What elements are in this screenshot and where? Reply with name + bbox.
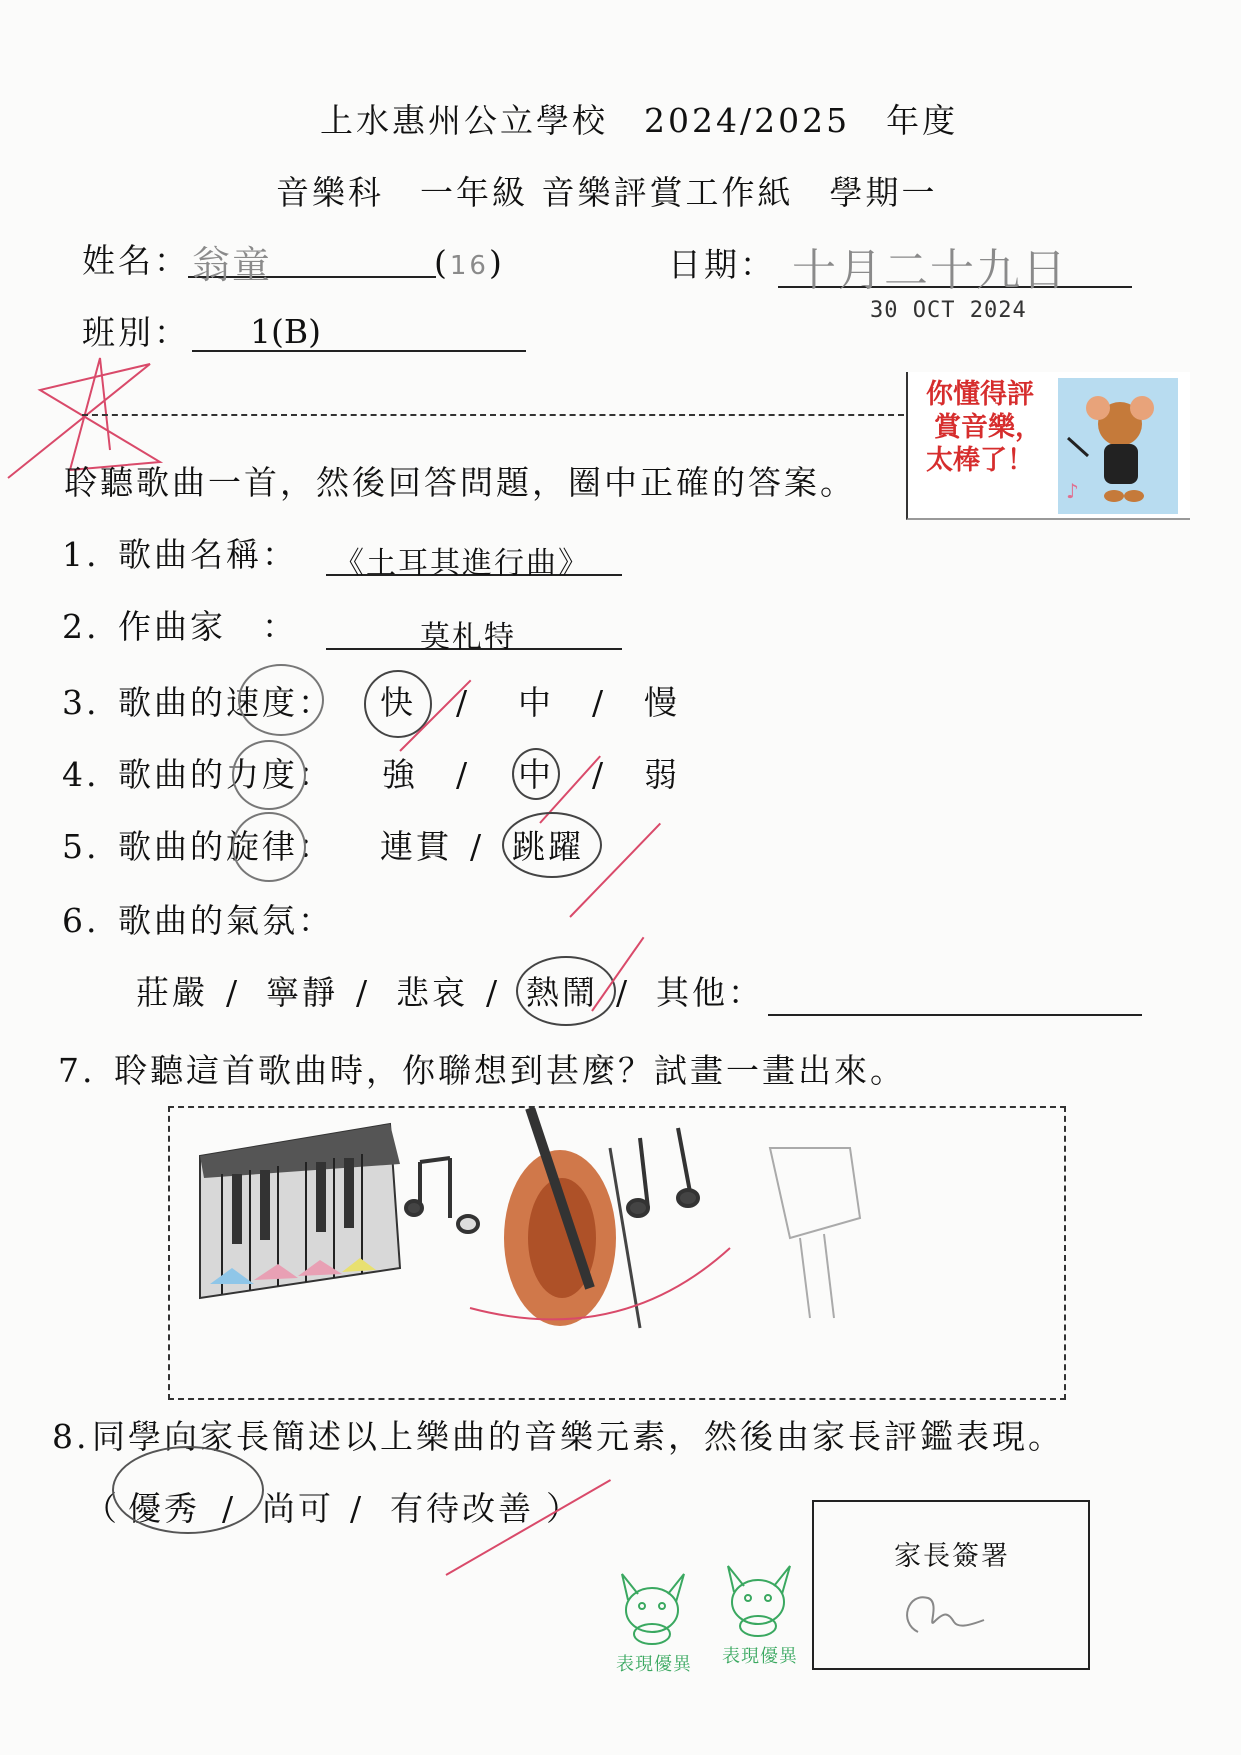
- q3-separator-1: /: [456, 683, 471, 722]
- name-value: 翁童: [192, 243, 273, 287]
- signature-label: 家長簽署: [894, 1541, 1010, 1572]
- q3-separator-2: /: [592, 683, 607, 722]
- student-number: (16): [434, 243, 505, 282]
- q5-number: 5.: [62, 827, 100, 866]
- date-stamp: 30 OCT 2024: [870, 298, 1027, 323]
- q3-label: 歌曲的速度：: [118, 683, 334, 722]
- stamp-2-text: 表現優異: [722, 1646, 798, 1667]
- section-divider: [82, 414, 904, 416]
- q1-number: 1.: [62, 535, 100, 574]
- date-label: 日期：: [668, 245, 776, 284]
- name-label: 姓名：: [82, 241, 190, 280]
- class-field: [192, 308, 526, 352]
- sticker-line-1: 你懂得評: [926, 379, 1034, 410]
- q5-option-staccato[interactable]: 跳躍: [512, 827, 584, 866]
- q3-option-medium[interactable]: 中: [518, 683, 554, 722]
- excellent-stamp-2: [714, 1562, 806, 1668]
- q3-number: 3.: [62, 683, 100, 722]
- q8-option-excellent[interactable]: 優秀: [128, 1489, 200, 1528]
- q5-label: 歌曲的旋律：: [118, 827, 334, 866]
- q4-answer-circle: [512, 748, 560, 800]
- q8-close-paren: ）: [546, 1489, 582, 1528]
- q4-number: 4.: [62, 755, 100, 794]
- q4-separator-1: /: [456, 755, 471, 794]
- q6-option-solemn[interactable]: 莊嚴: [136, 973, 208, 1012]
- q8-option-fair[interactable]: 尚可: [262, 1489, 334, 1528]
- q4-option-medium[interactable]: 中: [518, 755, 554, 794]
- q7-number: 7.: [58, 1051, 96, 1090]
- q5-keyword-circle: [232, 812, 306, 882]
- q1-answer-field: [326, 530, 622, 581]
- q6-option-lively[interactable]: 熱鬧: [526, 973, 598, 1012]
- q2-number: 2.: [62, 607, 100, 646]
- q3-option-fast[interactable]: 快: [380, 683, 416, 722]
- date-value: 十月二十九日: [792, 245, 1068, 296]
- date-field: [778, 234, 1132, 296]
- q4-option-weak[interactable]: 弱: [644, 755, 680, 794]
- sticker-line-3: 太棒了！: [926, 445, 1034, 476]
- q4-option-strong[interactable]: 強: [382, 755, 418, 794]
- q6-number: 6.: [62, 901, 100, 940]
- pikachu-stamp-icon: [608, 1570, 700, 1646]
- sticker-line-2: 賞音樂，: [934, 412, 1042, 443]
- q6-answer-circle: [516, 956, 616, 1026]
- excellent-stamp-1: [608, 1570, 700, 1676]
- class-label: 班別：: [82, 313, 190, 352]
- q6-option-other[interactable]: 其他：: [656, 973, 764, 1012]
- pikachu-stamp-icon-2: [714, 1562, 806, 1638]
- q6-separator-4: /: [616, 973, 631, 1012]
- student-drawing: [170, 1108, 1064, 1398]
- school-title: 上水惠州公立學校 2024/2025 年度: [320, 101, 959, 140]
- q2-label: 作曲家 ：: [118, 607, 298, 646]
- q4-label: 歌曲的力度：: [118, 755, 334, 794]
- q4-separator-2: /: [592, 755, 607, 794]
- q6-separator-1: /: [226, 973, 241, 1012]
- instructions: 聆聽歌曲一首，然後回答問題，圈中正確的答案。: [64, 463, 856, 502]
- q8-label: 同學向家長簡述以上樂曲的音樂元素，然後由家長評鑑表現。: [92, 1417, 1064, 1456]
- stamp-1-text: 表現優異: [616, 1654, 692, 1675]
- name-field: [188, 230, 436, 287]
- q8-option-improve[interactable]: 有待改善: [390, 1489, 534, 1528]
- q6-option-calm[interactable]: 寧靜: [266, 973, 338, 1012]
- parent-signature-box: [812, 1500, 1090, 1670]
- q7-label: 聆聽這首歌曲時，你聯想到甚麼？試畫一畫出來。: [114, 1051, 906, 1090]
- q8-number: 8.: [52, 1417, 90, 1456]
- q5-answer-circle: [502, 812, 602, 878]
- q2-answer: 莫札特: [420, 620, 516, 655]
- q1-label: 歌曲名稱：: [118, 535, 298, 574]
- q5-separator: /: [470, 827, 485, 866]
- q1-answer: 《土耳其進行曲》: [334, 546, 590, 581]
- parent-signature: [888, 1582, 998, 1642]
- drawing-box: [168, 1106, 1066, 1400]
- q3-option-slow[interactable]: 慢: [644, 683, 680, 722]
- q8-separator-1: /: [222, 1489, 237, 1528]
- q6-other-field[interactable]: [768, 972, 1142, 1016]
- q8-open-paren: （: [84, 1489, 120, 1528]
- q2-answer-field: [326, 604, 622, 655]
- q3-keyword-circle: [238, 664, 324, 736]
- q8-answer-circle: [112, 1446, 264, 1534]
- praise-sticker: [906, 372, 1190, 520]
- worksheet-title: 音樂科 一年級 音樂評賞工作紙 學期一: [276, 173, 938, 212]
- q6-separator-3: /: [486, 973, 501, 1012]
- q6-label: 歌曲的氣氛：: [118, 901, 334, 940]
- q6-separator-2: /: [356, 973, 371, 1012]
- svg-text:♪: ♪: [1066, 479, 1079, 503]
- q6-option-sad[interactable]: 悲哀: [396, 973, 468, 1012]
- conductor-mouse-icon: [1058, 378, 1178, 514]
- q8-separator-2: /: [350, 1489, 365, 1528]
- q5-option-legato[interactable]: 連貫: [380, 827, 452, 866]
- q4-keyword-circle: [232, 740, 306, 810]
- class-value: 1(B): [250, 312, 321, 351]
